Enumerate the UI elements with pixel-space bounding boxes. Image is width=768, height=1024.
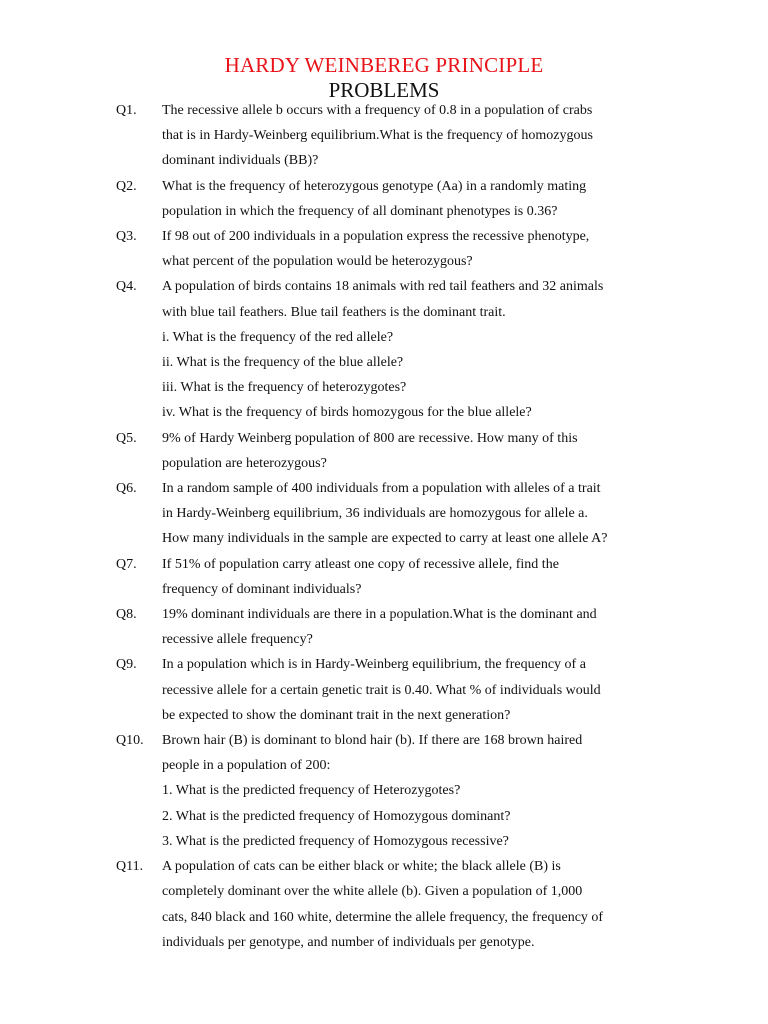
question-text xyxy=(162,224,656,274)
question-line: i. What is the frequency of the red allele? xyxy=(162,329,394,345)
question-line: in Hardy-Weinberg equilibrium, 36 individuals are homozygous for allele a. xyxy=(162,506,588,522)
question-line: A population of cats can be either black or white; the black allele (B) is xyxy=(162,859,561,875)
question-text xyxy=(162,652,656,728)
question-line: 19% dominant individuals are there in a population.What is the dominant and xyxy=(162,607,597,623)
question-line: iii. What is the frequency of heterozygotes? xyxy=(162,380,407,396)
question-line: with blue tail feathers. Blue tail feathers is the dominant trait. xyxy=(162,304,506,320)
question-text xyxy=(162,476,656,552)
question-item xyxy=(116,652,656,728)
question-line: If 51% of population carry atleast one copy of recessive allele, find the xyxy=(162,556,559,572)
question-line: 2. What is the predicted frequency of Homozygous dominant? xyxy=(162,808,511,824)
question-line: The recessive allele b occurs with a frequency of 0.8 in a population of crabs xyxy=(162,103,593,118)
question-line: A population of birds contains 18 animals with red tail feathers and 32 animals xyxy=(162,279,604,295)
question-text xyxy=(162,728,656,854)
question-line: population are heterozygous? xyxy=(162,455,327,471)
question-item xyxy=(116,854,656,955)
question-text xyxy=(162,602,656,652)
question-number: Q3. xyxy=(116,229,137,245)
question-line: that is in Hardy-Weinberg equilibrium.What is the frequency of homozygous xyxy=(162,128,593,144)
question-line: If 98 out of 200 individuals in a population express the recessive phenotype, xyxy=(162,229,590,245)
question-number: Q11. xyxy=(116,859,144,875)
question-text xyxy=(162,274,656,425)
question-number: Q1. xyxy=(116,103,137,118)
question-line: be expected to show the dominant trait in the next generation? xyxy=(162,707,511,723)
question-item xyxy=(116,476,656,552)
question-item xyxy=(116,174,656,224)
document-title: HARDY WEINBEREG PRINCIPLE xyxy=(224,53,544,77)
question-line: How many individuals in the sample are expected to carry at least one allele A? xyxy=(162,531,608,547)
question-item xyxy=(116,552,656,602)
question-number: Q10. xyxy=(116,733,144,749)
question-item xyxy=(116,224,656,274)
question-list xyxy=(116,98,656,955)
question-line: 9% of Hardy Weinberg population of 800 are recessive. How many of this xyxy=(162,430,578,446)
question-number: Q9. xyxy=(116,657,137,673)
question-line: 1. What is the predicted frequency of Heterozygotes? xyxy=(162,783,461,799)
question-line: recessive allele for a certain genetic trait is 0.40. What % of individuals would xyxy=(162,682,601,698)
question-line: what percent of the population would be heterozygous? xyxy=(162,254,473,270)
document-subtitle: PROBLEMS xyxy=(328,78,440,102)
question-number: Q6. xyxy=(116,481,137,497)
question-item xyxy=(116,728,656,854)
question-text xyxy=(162,426,656,476)
question-line: cats, 840 black and 160 white, determine the allele frequency, the frequency of xyxy=(162,909,604,925)
question-line: people in a population of 200: xyxy=(162,758,331,774)
question-item xyxy=(116,426,656,476)
question-line: In a random sample of 400 individuals from a population with alleles of a trait xyxy=(162,481,601,497)
question-line: completely dominant over the white allele (b). Given a population of 1,000 xyxy=(162,884,583,900)
question-line: ii. What is the frequency of the blue allele? xyxy=(162,355,404,371)
question-item xyxy=(116,98,656,174)
question-item xyxy=(116,602,656,652)
question-text xyxy=(162,854,656,955)
question-number: Q8. xyxy=(116,607,137,623)
question-text xyxy=(162,174,656,224)
question-number: Q7. xyxy=(116,556,137,572)
question-text xyxy=(162,98,656,174)
question-line: In a population which is in Hardy-Weinberg equilibrium, the frequency of a xyxy=(162,657,586,673)
question-text xyxy=(162,552,656,602)
question-line: iv. What is the frequency of birds homozygous for the blue allele? xyxy=(162,405,532,421)
question-line: recessive allele frequency? xyxy=(162,632,313,648)
question-number: Q5. xyxy=(116,430,137,446)
question-number: Q4. xyxy=(116,279,137,295)
question-line: Brown hair (B) is dominant to blond hair (b). If there are 168 brown haired xyxy=(162,733,583,749)
question-line: population in which the frequency of all dominant phenotypes is 0.36? xyxy=(162,203,558,219)
question-line: frequency of dominant individuals? xyxy=(162,581,362,597)
question-number: Q2. xyxy=(116,178,137,194)
question-line: 3. What is the predicted frequency of Homozygous recessive? xyxy=(162,833,509,849)
question-line: dominant individuals (BB)? xyxy=(162,153,319,169)
question-item xyxy=(116,274,656,425)
question-line: What is the frequency of heterozygous genotype (Aa) in a randomly mating xyxy=(162,178,587,194)
question-line: individuals per genotype, and number of individuals per genotype. xyxy=(162,934,535,950)
